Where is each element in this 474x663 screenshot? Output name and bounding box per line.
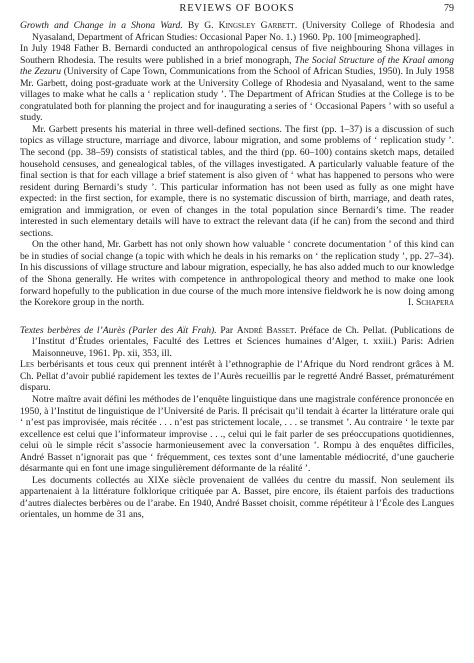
review2-citation bbox=[20, 325, 454, 360]
review2-paragraph-2: Notre maître avait défini les méthodes de l’enquête linguistique dans une magistrale conférence prononcée en 1950, à l’Institut de linguistique de l’Université de Paris. Il précisait qu’il tendait à écarter la littérature orale qui ‘ n’est pas improvisée, mais récitée . . . n’est pas strictement locale, . . . se transmet ’. Au contraire ‘ le texte par excellence est celui que l’informateur improvise . . ., celui qui le fait parler de ses préoccupations quotidiennes, celui où le simple récit s’associe harmonieusement avec la conversation ’. Rompu à des enquêtes difficiles, André Basset n’ignorait pas que ‘ fréquemment, ces textes sont d’une lamentable médiocrité, d’une gaucherie désarmante qui en font une image singulièrement déformante de la réalité ’. bbox=[20, 393, 454, 475]
review1-book-title: Growth and Change in a Shona Ward. bbox=[20, 20, 183, 31]
review1-paragraph-3: On the other hand, Mr. Garbett has not only shown how valuable ‘ concrete documentation ’ of this kind can be in studies of social change (a topic with which he deals in his remarks on ‘ the replication study ’, pp. 27–34). In his discussions of village structure and labour migration, especially, he has also added much to our knowledge of the Shona generally. He writes with competence in anthropological theory and method to make one look forward hopefully to the publication in due course of the much more intensive fieldwork he is now doing among the Korekore group in the north. I. Schapera bbox=[20, 239, 454, 309]
review2-by: Par bbox=[220, 324, 234, 336]
review1-by: By G. bbox=[187, 20, 214, 31]
review-separator bbox=[20, 309, 454, 325]
review2-publication: Préface de Ch. Pellat. (Publications de l’Institut d’Études orientales, Faculté des Lettres et Sciences humaines d’Alger, t. xxiii.) Paris: Adrien Maisonneuve, 1961. Pp. xii, 353, ill. bbox=[32, 324, 454, 359]
review2-paragraph-1: Les berbérisants et tous ceux qui prennent intérêt à l’ethnographie de l’Afrique du Nord rendront grâces à M. Ch. Pellat d’avoir publié rapidement les textes de l’Aurès recueillis par le regretté André Basset, prématurément disparu. bbox=[20, 359, 455, 394]
review1-publication: (University College of Rhodesia and Nyasaland, Department of African Studies: Occasional Paper No. 1.) 1960. Pp. 100 [mimeographed]. bbox=[32, 20, 454, 43]
review2-paragraph-3: Les documents collectés au XIXe siècle provenaient de vallées du centre du massif. Non seulement ils appartenaient à la littérature folklorique critiquée par A. Basset, pire encore, ils étaient parfois des traductions d’autres dialectes berbères ou de l’arabe. En 1940, André Basset choisit, comme répétiteur à l’École des Langues orientales, un homme de 31 ans, bbox=[20, 474, 454, 521]
review1-author: Kingsley Garbett. bbox=[218, 20, 298, 31]
review1-paragraph-1: In July 1948 Father B. Bernardi conducted an anthropological census of five neighbouring Shona villages in Southern Rhodesia. The results were published in a brief monograph, The Social Structure of the Kraal among the Zezuru (University of Cape Town, Communications from the School of African Studies, 1950). In July 1958 Mr. Garbett, doing post-graduate work at the University College of Rhodesia and Nyasaland, went to the same villages to make what he calls a ‘ replication study ’. The Department of African Studies at the College is to be congratulated both for planning the project and for inaugurating a series of ‘ Occasional Papers ’ with so useful a study. bbox=[20, 43, 454, 124]
review2-book-title: Textes berbères de l’Aurès (Parler des Aït Frah). bbox=[20, 324, 217, 336]
review1-paragraph-2: Mr. Garbett presents his material in three well-defined sections. The first (pp. 1–37) is a discussion of such topics as village structure, marriage and divorce, labour migration, and some problems of ‘ replication study ’. The second (pp. 38–59) consists of statistical tables, and the third (pp. 60–100) contains sketch maps, detailed household censuses, and genealogical tables, of the villages investigated. A particularly valuable feature of the final section is that for each village a brief statement is also given of ‘ what has happened to persons who were resident during Bernardi’s study ’. This particular information has not been used as fully as one might have expected: in the first section, for example, there is no systematic discussion of birth, marriage, and death rates, emigration and immigration, or even of changes in the total population since Bernardi’s time. The reader interested in such elementary details will have to extract the relevant data (if he can) from the second and third sections. bbox=[20, 123, 454, 239]
running-title: REVIEWS OF BOOKS bbox=[179, 3, 295, 14]
page-number: 79 bbox=[444, 3, 454, 14]
running-header bbox=[20, 3, 454, 17]
reviewer-signature: I. Schapera bbox=[408, 297, 454, 309]
page-body bbox=[20, 20, 454, 521]
review1-citation bbox=[20, 20, 454, 43]
review2-author: André Basset. bbox=[236, 324, 297, 336]
bernardi-title: The Social Structure of the Kraal among the Zezuru bbox=[20, 54, 454, 78]
